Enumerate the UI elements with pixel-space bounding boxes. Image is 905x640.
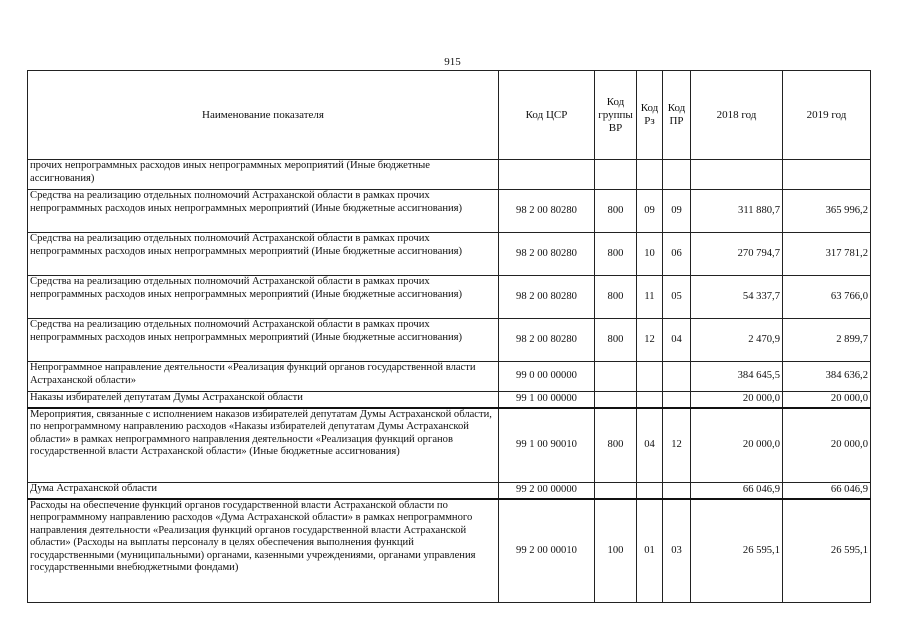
row-csr: 99 2 00 00010: [499, 499, 595, 603]
row-group: [595, 160, 637, 190]
row-csr: 98 2 00 80280: [499, 319, 595, 362]
row-csr: 98 2 00 80280: [499, 190, 595, 233]
table-row: [28, 160, 871, 190]
row-2019: [783, 160, 871, 190]
row-pr: [663, 483, 691, 499]
header-csr: Код ЦСР: [499, 71, 595, 160]
row-group: [595, 362, 637, 392]
row-2018: [691, 160, 783, 190]
table-row: [28, 499, 871, 603]
row-name: Средства на реализацию отдельных полномочий Астраханской области в рамках прочих непрограммных расходов иных непрограммных мероприятий (Иные бюджетные ассигнования): [28, 276, 499, 319]
row-2018: 20 000,0: [691, 392, 783, 408]
row-pr: 05: [663, 276, 691, 319]
row-2018: 2 470,9: [691, 319, 783, 362]
table-row: [28, 408, 871, 483]
table-row: [28, 362, 871, 392]
header-rz: Код Рз: [637, 71, 663, 160]
table-header-row: [28, 71, 871, 160]
row-2019: 66 046,9: [783, 483, 871, 499]
row-group: [595, 483, 637, 499]
row-2018: 26 595,1: [691, 499, 783, 603]
row-csr: [499, 160, 595, 190]
table-row: [28, 483, 871, 499]
row-2019: 63 766,0: [783, 276, 871, 319]
row-pr: 04: [663, 319, 691, 362]
row-2018: 66 046,9: [691, 483, 783, 499]
row-name: прочих непрограммных расходов иных непрограммных мероприятий (Иные бюджетные ассигнования): [28, 160, 499, 190]
row-rz: 11: [637, 276, 663, 319]
row-2018: 54 337,7: [691, 276, 783, 319]
row-rz: 09: [637, 190, 663, 233]
row-pr: 12: [663, 408, 691, 483]
row-2019: 365 996,2: [783, 190, 871, 233]
row-2018: 384 645,5: [691, 362, 783, 392]
row-group: 800: [595, 319, 637, 362]
header-name: Наименование показателя: [28, 71, 499, 160]
row-group: 800: [595, 190, 637, 233]
row-name: Наказы избирателей депутатам Думы Астраханской области: [28, 392, 499, 408]
row-pr: 06: [663, 233, 691, 276]
table-row: [28, 392, 871, 408]
header-group: Код группы ВР: [595, 71, 637, 160]
row-pr: [663, 392, 691, 408]
row-2019: 384 636,2: [783, 362, 871, 392]
row-csr: 99 2 00 00000: [499, 483, 595, 499]
row-2019: 2 899,7: [783, 319, 871, 362]
row-name: Средства на реализацию отдельных полномочий Астраханской области в рамках прочих непрограммных расходов иных непрограммных мероприятий (Иные бюджетные ассигнования): [28, 190, 499, 233]
row-2018: 311 880,7: [691, 190, 783, 233]
table-row: [28, 276, 871, 319]
row-csr: 98 2 00 80280: [499, 276, 595, 319]
table-row: [28, 319, 871, 362]
row-rz: [637, 160, 663, 190]
row-2019: 20 000,0: [783, 408, 871, 483]
page-number: 915: [444, 56, 461, 68]
budget-table: [27, 70, 871, 603]
row-name: Средства на реализацию отдельных полномочий Астраханской области в рамках прочих непрограммных расходов иных непрограммных мероприятий (Иные бюджетные ассигнования): [28, 319, 499, 362]
row-rz: 10: [637, 233, 663, 276]
row-group: 100: [595, 499, 637, 603]
row-name: Мероприятия, связанные с исполнением наказов избирателей депутатам Думы Астраханской области, по непрограммному направлению расходов «Наказы избирателей депутатам Думы Астраханской области» в рамках непрограммного направления деятельности «Реализация функций органов государственной власти Астраханской области» (Иные бюджетные ассигнования): [28, 408, 499, 483]
row-rz: [637, 392, 663, 408]
row-name: Дума Астраханской области: [28, 483, 499, 499]
row-rz: 04: [637, 408, 663, 483]
header-2019: 2019 год: [783, 71, 871, 160]
row-csr: 98 2 00 80280: [499, 233, 595, 276]
row-group: 800: [595, 233, 637, 276]
row-group: 800: [595, 408, 637, 483]
row-2019: 26 595,1: [783, 499, 871, 603]
row-pr: 03: [663, 499, 691, 603]
row-2018: 20 000,0: [691, 408, 783, 483]
row-rz: [637, 362, 663, 392]
row-name: Средства на реализацию отдельных полномочий Астраханской области в рамках прочих непрограммных расходов иных непрограммных мероприятий (Иные бюджетные ассигнования): [28, 233, 499, 276]
row-name: Расходы на обеспечение функций органов государственной власти Астраханской области по непрограммному направлению расходов «Дума Астраханской области» в рамках непрограммного направления деятельности «Реализация функций органов государственной власти Астраханской области» (Расходы на выплаты персоналу в целях обеспечения выполнения функций государственными (муниципальными) органами, казенными учреждениями, органами управления государственными внебюджетными фондами): [28, 499, 499, 603]
row-rz: [637, 483, 663, 499]
row-pr: [663, 160, 691, 190]
row-csr: 99 1 00 90010: [499, 408, 595, 483]
header-2018: 2018 год: [691, 71, 783, 160]
row-group: 800: [595, 276, 637, 319]
row-pr: [663, 362, 691, 392]
row-group: [595, 392, 637, 408]
row-2019: 317 781,2: [783, 233, 871, 276]
row-name: Непрограммное направление деятельности «Реализация функций органов государственной власти Астраханской области»: [28, 362, 499, 392]
row-rz: 12: [637, 319, 663, 362]
row-pr: 09: [663, 190, 691, 233]
row-csr: 99 0 00 00000: [499, 362, 595, 392]
row-rz: 01: [637, 499, 663, 603]
table-row: [28, 190, 871, 233]
row-csr: 99 1 00 00000: [499, 392, 595, 408]
row-2018: 270 794,7: [691, 233, 783, 276]
header-pr: Код ПР: [663, 71, 691, 160]
row-2019: 20 000,0: [783, 392, 871, 408]
table-row: [28, 233, 871, 276]
